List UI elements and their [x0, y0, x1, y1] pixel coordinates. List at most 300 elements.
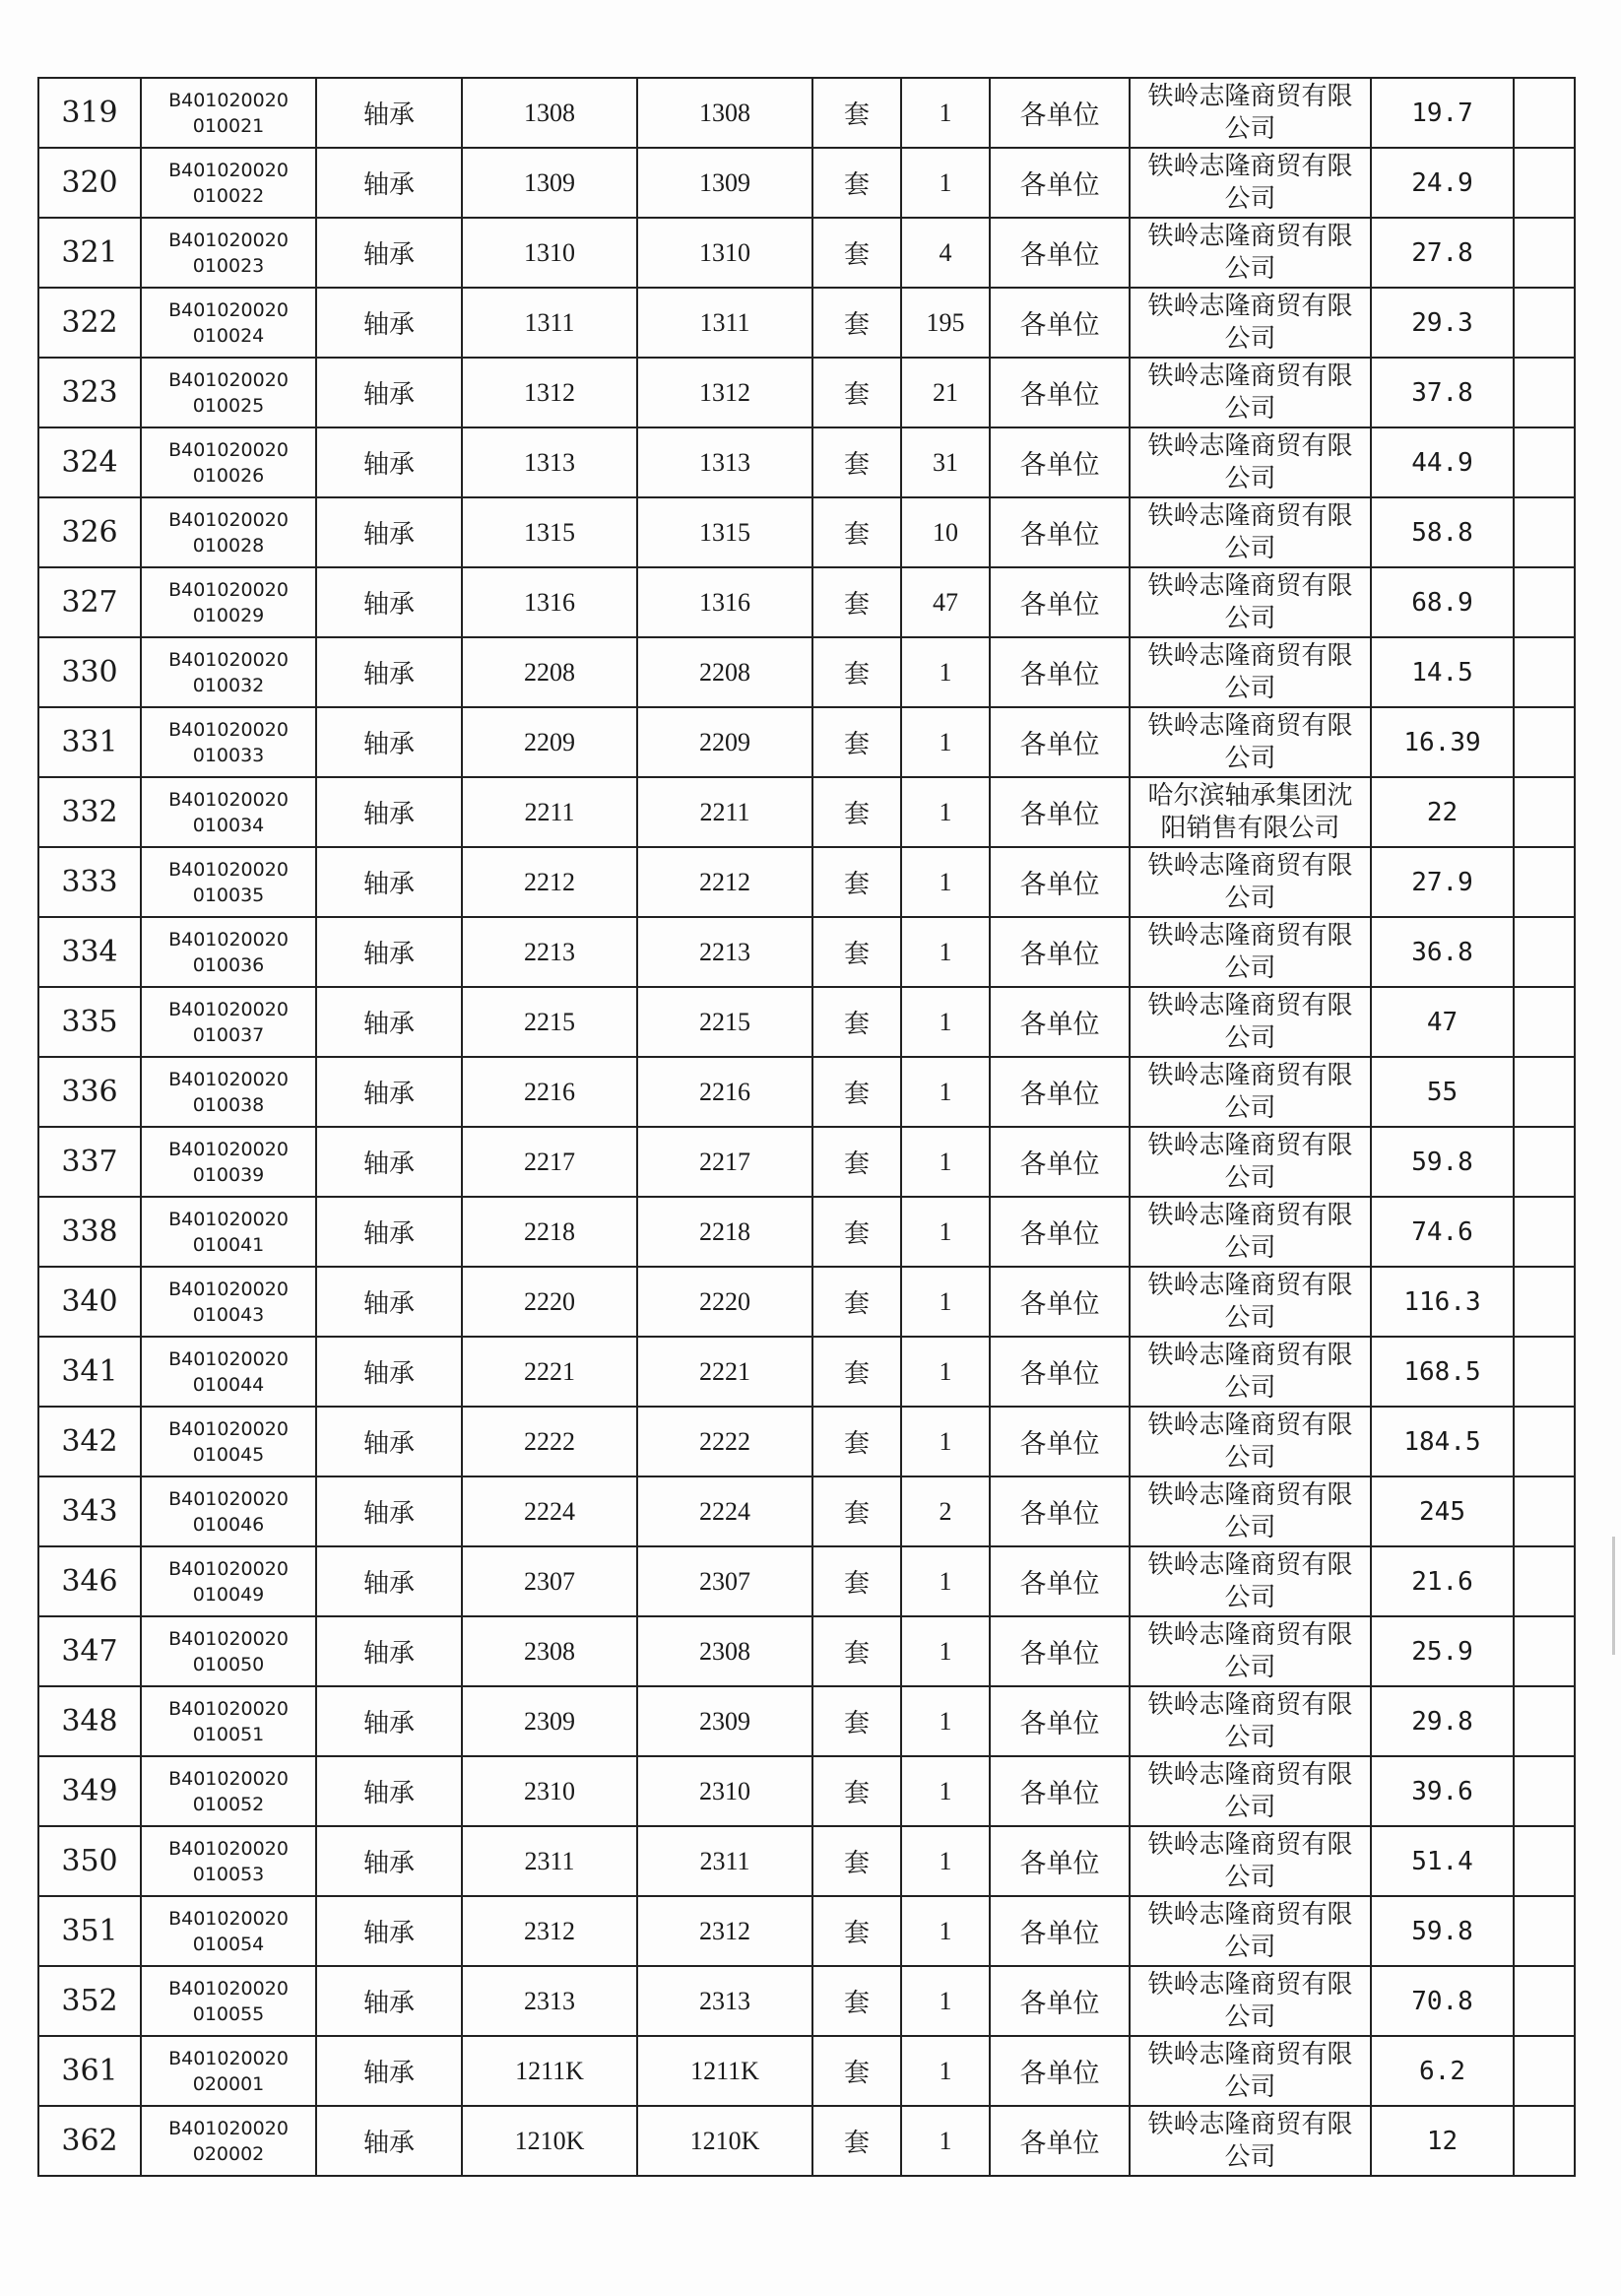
- row-number: 331: [38, 707, 141, 777]
- table-row: [38, 1407, 1575, 1476]
- material-code: B401020020 010045: [141, 1407, 316, 1476]
- item-unit: 套: [812, 1616, 901, 1686]
- item-spec: 1211K: [637, 2036, 812, 2106]
- item-quantity: 1: [901, 1546, 990, 1616]
- item-name: 轴承: [316, 2036, 462, 2106]
- item-spec: 2215: [637, 987, 812, 1057]
- item-model: 2211: [462, 777, 637, 847]
- unit-price: 6.2: [1371, 2036, 1514, 2106]
- using-department: 各单位: [990, 1896, 1130, 1966]
- item-model: 1315: [462, 497, 637, 567]
- table-row: [38, 2036, 1575, 2106]
- row-number: 321: [38, 218, 141, 288]
- table-row: [38, 1337, 1575, 1407]
- item-unit: 套: [812, 1756, 901, 1826]
- supplier-name: 铁岭志隆商贸有限 公司: [1130, 917, 1371, 987]
- item-spec: 2307: [637, 1546, 812, 1616]
- item-unit: 套: [812, 1337, 901, 1407]
- material-code: B401020020 010054: [141, 1896, 316, 1966]
- item-model: 2312: [462, 1896, 637, 1966]
- item-unit: 套: [812, 497, 901, 567]
- item-unit: 套: [812, 427, 901, 497]
- item-unit: 套: [812, 1407, 901, 1476]
- item-unit: 套: [812, 2106, 901, 2176]
- item-unit: 套: [812, 1896, 901, 1966]
- unit-price: 27.9: [1371, 847, 1514, 917]
- table-row: [38, 358, 1575, 427]
- supplier-name: 铁岭志隆商贸有限 公司: [1130, 1267, 1371, 1337]
- item-unit: 套: [812, 987, 901, 1057]
- unit-price: 14.5: [1371, 637, 1514, 707]
- item-spec: 2218: [637, 1197, 812, 1267]
- material-code: B401020020 010025: [141, 358, 316, 427]
- supplier-name: 铁岭志隆商贸有限 公司: [1130, 1197, 1371, 1267]
- unit-price: 245: [1371, 1476, 1514, 1546]
- material-code: B401020020 010049: [141, 1546, 316, 1616]
- item-name: 轴承: [316, 1197, 462, 1267]
- material-code: B401020020 010046: [141, 1476, 316, 1546]
- row-number: 320: [38, 148, 141, 218]
- using-department: 各单位: [990, 2036, 1130, 2106]
- item-model: 2216: [462, 1057, 637, 1127]
- material-code: B401020020 010036: [141, 917, 316, 987]
- row-number: 361: [38, 2036, 141, 2106]
- row-number: 340: [38, 1267, 141, 1337]
- item-quantity: 1: [901, 1267, 990, 1337]
- item-spec: 2211: [637, 777, 812, 847]
- item-quantity: 1: [901, 1686, 990, 1756]
- material-code: B401020020 010026: [141, 427, 316, 497]
- item-name: 轴承: [316, 427, 462, 497]
- unit-price: 58.8: [1371, 497, 1514, 567]
- unit-price: 37.8: [1371, 358, 1514, 427]
- material-code: B401020020 010034: [141, 777, 316, 847]
- item-spec: 2217: [637, 1127, 812, 1197]
- table-row: [38, 497, 1575, 567]
- item-model: 2218: [462, 1197, 637, 1267]
- table-row: [38, 1616, 1575, 1686]
- table-row: [38, 1267, 1575, 1337]
- item-name: 轴承: [316, 1476, 462, 1546]
- item-model: 2217: [462, 1127, 637, 1197]
- item-quantity: 1: [901, 707, 990, 777]
- material-code: B401020020 020001: [141, 2036, 316, 2106]
- remark: [1514, 707, 1575, 777]
- remark: [1514, 218, 1575, 288]
- item-name: 轴承: [316, 637, 462, 707]
- item-quantity: 1: [901, 1966, 990, 2036]
- supplier-name: 铁岭志隆商贸有限 公司: [1130, 288, 1371, 358]
- unit-price: 116.3: [1371, 1267, 1514, 1337]
- table-row: [38, 288, 1575, 358]
- item-model: 1309: [462, 148, 637, 218]
- row-number: 349: [38, 1756, 141, 1826]
- supplier-name: 铁岭志隆商贸有限 公司: [1130, 2106, 1371, 2176]
- item-spec: 2308: [637, 1616, 812, 1686]
- unit-price: 29.3: [1371, 288, 1514, 358]
- item-unit: 套: [812, 358, 901, 427]
- unit-price: 51.4: [1371, 1826, 1514, 1896]
- remark: [1514, 1616, 1575, 1686]
- unit-price: 55: [1371, 1057, 1514, 1127]
- item-name: 轴承: [316, 78, 462, 148]
- supplier-name: 铁岭志隆商贸有限 公司: [1130, 1756, 1371, 1826]
- item-quantity: 1: [901, 1337, 990, 1407]
- item-name: 轴承: [316, 1756, 462, 1826]
- table-row: [38, 1896, 1575, 1966]
- item-model: 1313: [462, 427, 637, 497]
- item-unit: 套: [812, 218, 901, 288]
- item-spec: 2221: [637, 1337, 812, 1407]
- material-code: B401020020 010053: [141, 1826, 316, 1896]
- material-code: B401020020 010032: [141, 637, 316, 707]
- remark: [1514, 1756, 1575, 1826]
- item-quantity: 1: [901, 2106, 990, 2176]
- using-department: 各单位: [990, 917, 1130, 987]
- item-model: 2208: [462, 637, 637, 707]
- remark: [1514, 1546, 1575, 1616]
- row-number: 352: [38, 1966, 141, 2036]
- item-name: 轴承: [316, 1337, 462, 1407]
- item-model: 2222: [462, 1407, 637, 1476]
- item-name: 轴承: [316, 1966, 462, 2036]
- item-spec: 2224: [637, 1476, 812, 1546]
- table-row: [38, 777, 1575, 847]
- remark: [1514, 987, 1575, 1057]
- material-code: B401020020 010039: [141, 1127, 316, 1197]
- item-spec: 2208: [637, 637, 812, 707]
- item-name: 轴承: [316, 707, 462, 777]
- item-quantity: 4: [901, 218, 990, 288]
- item-model: 2307: [462, 1546, 637, 1616]
- row-number: 326: [38, 497, 141, 567]
- table-row: [38, 78, 1575, 148]
- remark: [1514, 2106, 1575, 2176]
- material-code: B401020020 010055: [141, 1966, 316, 2036]
- row-number: 330: [38, 637, 141, 707]
- remark: [1514, 358, 1575, 427]
- unit-price: 36.8: [1371, 917, 1514, 987]
- item-model: 1311: [462, 288, 637, 358]
- item-name: 轴承: [316, 847, 462, 917]
- material-code: B401020020 010028: [141, 497, 316, 567]
- unit-price: 47: [1371, 987, 1514, 1057]
- table-row: [38, 707, 1575, 777]
- supplier-name: 铁岭志隆商贸有限 公司: [1130, 1546, 1371, 1616]
- supplier-name: 铁岭志隆商贸有限 公司: [1130, 987, 1371, 1057]
- table-row: [38, 1686, 1575, 1756]
- unit-price: 59.8: [1371, 1127, 1514, 1197]
- item-model: 1211K: [462, 2036, 637, 2106]
- item-name: 轴承: [316, 567, 462, 637]
- item-unit: 套: [812, 288, 901, 358]
- table-row: [38, 637, 1575, 707]
- table-body: [38, 78, 1575, 2176]
- unit-price: 74.6: [1371, 1197, 1514, 1267]
- row-number: 343: [38, 1476, 141, 1546]
- row-number: 327: [38, 567, 141, 637]
- unit-price: 21.6: [1371, 1546, 1514, 1616]
- table-row: [38, 1546, 1575, 1616]
- using-department: 各单位: [990, 1407, 1130, 1476]
- item-spec: 1309: [637, 148, 812, 218]
- item-model: 1308: [462, 78, 637, 148]
- item-unit: 套: [812, 1686, 901, 1756]
- using-department: 各单位: [990, 1616, 1130, 1686]
- item-unit: 套: [812, 1267, 901, 1337]
- item-name: 轴承: [316, 218, 462, 288]
- item-model: 2215: [462, 987, 637, 1057]
- item-quantity: 1: [901, 777, 990, 847]
- using-department: 各单位: [990, 1127, 1130, 1197]
- item-quantity: 31: [901, 427, 990, 497]
- remark: [1514, 1197, 1575, 1267]
- remark: [1514, 427, 1575, 497]
- supplier-name: 铁岭志隆商贸有限 公司: [1130, 637, 1371, 707]
- remark: [1514, 1337, 1575, 1407]
- item-name: 轴承: [316, 1267, 462, 1337]
- unit-price: 24.9: [1371, 148, 1514, 218]
- material-code: B401020020 010035: [141, 847, 316, 917]
- unit-price: 22: [1371, 777, 1514, 847]
- item-unit: 套: [812, 847, 901, 917]
- table-row: [38, 1197, 1575, 1267]
- remark: [1514, 1267, 1575, 1337]
- unit-price: 16.39: [1371, 707, 1514, 777]
- remark: [1514, 1476, 1575, 1546]
- table-row: [38, 1057, 1575, 1127]
- remark: [1514, 1407, 1575, 1476]
- remark: [1514, 1896, 1575, 1966]
- row-number: 334: [38, 917, 141, 987]
- supplier-name: 铁岭志隆商贸有限 公司: [1130, 427, 1371, 497]
- item-unit: 套: [812, 567, 901, 637]
- using-department: 各单位: [990, 1476, 1130, 1546]
- using-department: 各单位: [990, 427, 1130, 497]
- table-row: [38, 218, 1575, 288]
- item-unit: 套: [812, 1197, 901, 1267]
- item-spec: 2220: [637, 1267, 812, 1337]
- row-number: 335: [38, 987, 141, 1057]
- unit-price: 184.5: [1371, 1407, 1514, 1476]
- using-department: 各单位: [990, 847, 1130, 917]
- material-code: B401020020 010021: [141, 78, 316, 148]
- unit-price: 59.8: [1371, 1896, 1514, 1966]
- using-department: 各单位: [990, 1966, 1130, 2036]
- using-department: 各单位: [990, 1546, 1130, 1616]
- table-row: [38, 1476, 1575, 1546]
- using-department: 各单位: [990, 358, 1130, 427]
- row-number: 351: [38, 1896, 141, 1966]
- using-department: 各单位: [990, 987, 1130, 1057]
- row-number: 337: [38, 1127, 141, 1197]
- using-department: 各单位: [990, 497, 1130, 567]
- row-number: 350: [38, 1826, 141, 1896]
- item-name: 轴承: [316, 917, 462, 987]
- item-unit: 套: [812, 2036, 901, 2106]
- material-code: B401020020 020002: [141, 2106, 316, 2176]
- remark: [1514, 1966, 1575, 2036]
- table-row: [38, 567, 1575, 637]
- item-model: 2221: [462, 1337, 637, 1407]
- item-spec: 2310: [637, 1756, 812, 1826]
- item-model: 2309: [462, 1686, 637, 1756]
- item-quantity: 1: [901, 1057, 990, 1127]
- item-quantity: 1: [901, 1896, 990, 1966]
- item-quantity: 1: [901, 1127, 990, 1197]
- material-code: B401020020 010024: [141, 288, 316, 358]
- item-spec: 1313: [637, 427, 812, 497]
- item-quantity: 1: [901, 148, 990, 218]
- supplier-name: 铁岭志隆商贸有限 公司: [1130, 2036, 1371, 2106]
- item-model: 2311: [462, 1826, 637, 1896]
- material-code: B401020020 010043: [141, 1267, 316, 1337]
- table-row: [38, 847, 1575, 917]
- row-number: 332: [38, 777, 141, 847]
- material-code: B401020020 010037: [141, 987, 316, 1057]
- item-name: 轴承: [316, 148, 462, 218]
- row-number: 347: [38, 1616, 141, 1686]
- item-spec: 1308: [637, 78, 812, 148]
- row-number: 323: [38, 358, 141, 427]
- supplier-name: 铁岭志隆商贸有限 公司: [1130, 148, 1371, 218]
- remark: [1514, 637, 1575, 707]
- using-department: 各单位: [990, 637, 1130, 707]
- remark: [1514, 567, 1575, 637]
- item-quantity: 21: [901, 358, 990, 427]
- item-name: 轴承: [316, 1407, 462, 1476]
- item-quantity: 1: [901, 1616, 990, 1686]
- item-unit: 套: [812, 1546, 901, 1616]
- item-unit: 套: [812, 1476, 901, 1546]
- item-quantity: 1: [901, 2036, 990, 2106]
- item-spec: 1310: [637, 218, 812, 288]
- item-quantity: 195: [901, 288, 990, 358]
- item-model: 2213: [462, 917, 637, 987]
- item-unit: 套: [812, 777, 901, 847]
- item-spec: 1312: [637, 358, 812, 427]
- item-spec: 2209: [637, 707, 812, 777]
- using-department: 各单位: [990, 218, 1130, 288]
- using-department: 各单位: [990, 1826, 1130, 1896]
- item-name: 轴承: [316, 1616, 462, 1686]
- remark: [1514, 847, 1575, 917]
- table-row: [38, 1966, 1575, 2036]
- table-row: [38, 2106, 1575, 2176]
- item-name: 轴承: [316, 2106, 462, 2176]
- item-quantity: 1: [901, 987, 990, 1057]
- item-quantity: 1: [901, 847, 990, 917]
- item-spec: 2311: [637, 1826, 812, 1896]
- supplier-name: 铁岭志隆商贸有限 公司: [1130, 1826, 1371, 1896]
- material-code: B401020020 010041: [141, 1197, 316, 1267]
- using-department: 各单位: [990, 777, 1130, 847]
- item-model: 1210K: [462, 2106, 637, 2176]
- item-unit: 套: [812, 1826, 901, 1896]
- item-quantity: 1: [901, 78, 990, 148]
- scan-edge-mark: [1612, 1537, 1615, 1655]
- item-model: 1312: [462, 358, 637, 427]
- using-department: 各单位: [990, 1267, 1130, 1337]
- supplier-name: 铁岭志隆商贸有限 公司: [1130, 707, 1371, 777]
- item-name: 轴承: [316, 288, 462, 358]
- supplier-name: 铁岭志隆商贸有限 公司: [1130, 847, 1371, 917]
- material-code: B401020020 010033: [141, 707, 316, 777]
- remark: [1514, 777, 1575, 847]
- item-quantity: 1: [901, 637, 990, 707]
- item-name: 轴承: [316, 358, 462, 427]
- table-row: [38, 148, 1575, 218]
- item-unit: 套: [812, 1966, 901, 2036]
- item-name: 轴承: [316, 777, 462, 847]
- remark: [1514, 1057, 1575, 1127]
- row-number: 342: [38, 1407, 141, 1476]
- unit-price: 25.9: [1371, 1616, 1514, 1686]
- row-number: 338: [38, 1197, 141, 1267]
- remark: [1514, 78, 1575, 148]
- unit-price: 168.5: [1371, 1337, 1514, 1407]
- item-name: 轴承: [316, 1896, 462, 1966]
- using-department: 各单位: [990, 288, 1130, 358]
- table-row: [38, 987, 1575, 1057]
- supplier-name: 铁岭志隆商贸有限 公司: [1130, 1966, 1371, 2036]
- supplier-name: 铁岭志隆商贸有限 公司: [1130, 1407, 1371, 1476]
- item-spec: 2222: [637, 1407, 812, 1476]
- item-unit: 套: [812, 637, 901, 707]
- supplier-name: 铁岭志隆商贸有限 公司: [1130, 1057, 1371, 1127]
- supplier-name: 铁岭志隆商贸有限 公司: [1130, 1616, 1371, 1686]
- using-department: 各单位: [990, 707, 1130, 777]
- item-spec: 1316: [637, 567, 812, 637]
- row-number: 346: [38, 1546, 141, 1616]
- supplier-name: 铁岭志隆商贸有限 公司: [1130, 1337, 1371, 1407]
- supplier-name: 铁岭志隆商贸有限 公司: [1130, 1476, 1371, 1546]
- using-department: 各单位: [990, 2106, 1130, 2176]
- item-quantity: 1: [901, 1407, 990, 1476]
- item-model: 2209: [462, 707, 637, 777]
- bearing-price-table: [37, 77, 1576, 2177]
- remark: [1514, 497, 1575, 567]
- using-department: 各单位: [990, 1337, 1130, 1407]
- unit-price: 44.9: [1371, 427, 1514, 497]
- unit-price: 70.8: [1371, 1966, 1514, 2036]
- row-number: 333: [38, 847, 141, 917]
- using-department: 各单位: [990, 148, 1130, 218]
- item-quantity: 2: [901, 1476, 990, 1546]
- using-department: 各单位: [990, 78, 1130, 148]
- using-department: 各单位: [990, 567, 1130, 637]
- item-model: 1316: [462, 567, 637, 637]
- item-spec: 2312: [637, 1896, 812, 1966]
- table-row: [38, 1127, 1575, 1197]
- item-quantity: 1: [901, 917, 990, 987]
- item-unit: 套: [812, 917, 901, 987]
- supplier-name: 铁岭志隆商贸有限 公司: [1130, 218, 1371, 288]
- material-code: B401020020 010044: [141, 1337, 316, 1407]
- supplier-name: 铁岭志隆商贸有限 公司: [1130, 358, 1371, 427]
- item-model: 2310: [462, 1756, 637, 1826]
- remark: [1514, 1127, 1575, 1197]
- item-model: 2212: [462, 847, 637, 917]
- item-spec: 2212: [637, 847, 812, 917]
- item-model: 2220: [462, 1267, 637, 1337]
- item-name: 轴承: [316, 987, 462, 1057]
- supplier-name: 铁岭志隆商贸有限 公司: [1130, 78, 1371, 148]
- item-unit: 套: [812, 1127, 901, 1197]
- supplier-name: 哈尔滨轴承集团沈 阳销售有限公司: [1130, 777, 1371, 847]
- item-spec: 1315: [637, 497, 812, 567]
- item-quantity: 1: [901, 1197, 990, 1267]
